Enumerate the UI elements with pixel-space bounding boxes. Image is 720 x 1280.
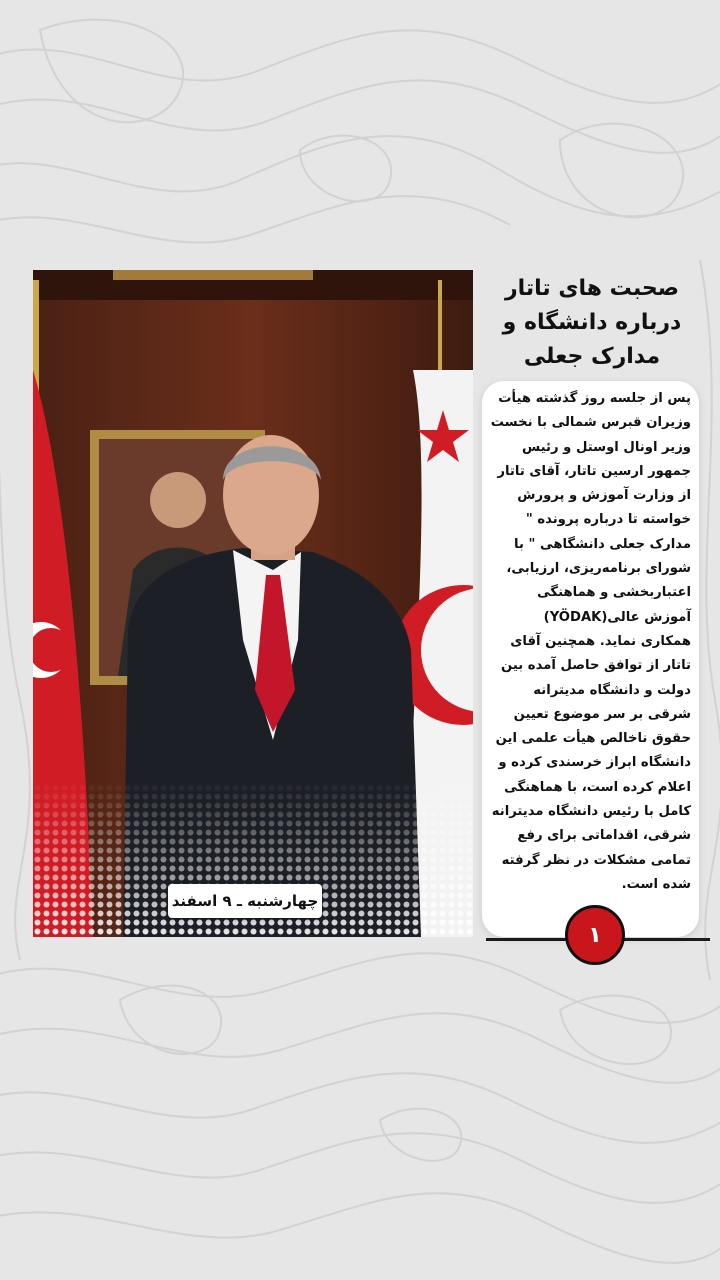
- date-label: چهارشنبه ـ ۹ اسفند: [168, 884, 322, 918]
- article-body: پس از جلسه روز گذشته هیأت وزیران قبرس شمالی با نخست وزیر اونال اوستل و رئیس جمهور ارسین تاتار، آقای تاتار از وزارت آموزش و پرورش خواسته تا درباره پرونده " مدارک جعلی دانشگاهی " با شورای برنامه‌ریزی، ارزیابی، اعتباربخشی و هماهنگی آموزش عالی(YÖDAK) همکاری نماید. همچنین آقای تاتار از توافق حاصل آمده بین دولت و دانشگاه مدیترانه شرقی بر سر موضوع تعیین حقوق ناخالص هیأت علمی این دانشگاه ابراز خرسندی کرده و اعلام کرده است، با هماهنگی کامل با رئیس دانشگاه مدیترانه شرقی، اقداماتی برای رفع تمامی مشکلات در نظر گرفته شده است.: [490, 391, 691, 892]
- article-title: صحبت های تاتار درباره دانشگاه و مدارک جعلی: [502, 276, 682, 369]
- page-number-badge: ۱: [565, 905, 625, 965]
- president-portrait-photo: [33, 270, 473, 937]
- article-card: [482, 381, 699, 937]
